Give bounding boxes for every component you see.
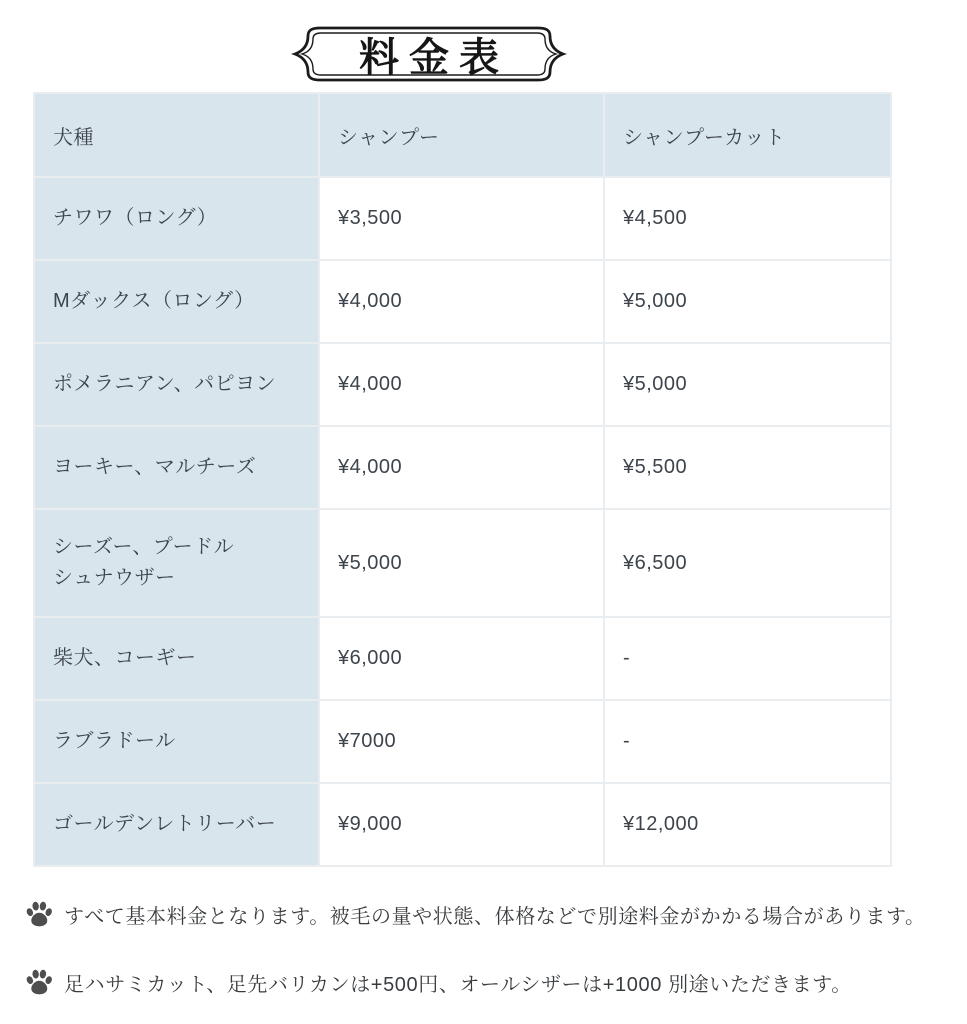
paw-icon bbox=[24, 968, 54, 996]
shampoo-cut-price-cell: ¥4,500 bbox=[604, 177, 891, 260]
price-title-plaque bbox=[290, 24, 568, 84]
table-header-row bbox=[34, 93, 891, 177]
table-row bbox=[34, 177, 891, 260]
breed-label: Mダックス（ロング） bbox=[53, 290, 255, 312]
shampoo-price-cell: ¥6,000 bbox=[319, 617, 604, 700]
shampoo-cut-price-cell: ¥6,500 bbox=[604, 509, 891, 617]
shampoo-price-cell: ¥4,000 bbox=[319, 343, 604, 426]
breed-label-line2: シュナウザー bbox=[53, 567, 176, 589]
shampoo-cut-price-cell: - bbox=[604, 617, 891, 700]
table-row bbox=[34, 783, 891, 866]
shampoo-cut-price-cell: ¥5,000 bbox=[604, 260, 891, 343]
breed-cell bbox=[34, 617, 319, 700]
table-row bbox=[34, 700, 891, 783]
shampoo-cut-price-cell: ¥12,000 bbox=[604, 783, 891, 866]
breed-label: チワワ（ロング） bbox=[53, 207, 218, 229]
table-row bbox=[34, 509, 891, 617]
page-title: 料金表 bbox=[359, 35, 509, 80]
shampoo-price-cell: ¥3,500 bbox=[319, 177, 604, 260]
breed-label: ヨーキー、マルチーズ bbox=[53, 456, 257, 478]
note-text: 足ハサミカット、足先バリカンは+500円、オールシザーは+1000 別途いただきます。 bbox=[64, 973, 852, 996]
table-row bbox=[34, 343, 891, 426]
col-header-shampoo: シャンプー bbox=[319, 93, 604, 177]
breed-cell bbox=[34, 700, 319, 783]
price-table bbox=[33, 92, 892, 867]
breed-cell bbox=[34, 177, 319, 260]
breed-label: ポメラニアン、パピヨン bbox=[53, 373, 277, 395]
shampoo-price-cell: ¥7000 bbox=[319, 700, 604, 783]
shampoo-cut-price-cell: ¥5,000 bbox=[604, 343, 891, 426]
paw-icon bbox=[24, 900, 54, 928]
note-item bbox=[24, 964, 960, 1000]
note-item bbox=[24, 896, 960, 932]
shampoo-cut-price-cell: ¥5,500 bbox=[604, 426, 891, 509]
col-header-breed: 犬種 bbox=[34, 93, 319, 177]
shampoo-price-cell: ¥9,000 bbox=[319, 783, 604, 866]
shampoo-price-cell: ¥5,000 bbox=[319, 509, 604, 617]
col-header-shampoo-cut: シャンプーカット bbox=[604, 93, 891, 177]
note-text: すべて基本料金となります。被毛の量や状態、体格などで別途料金がかかる場合があります。 bbox=[64, 905, 926, 928]
table-row bbox=[34, 426, 891, 509]
breed-cell bbox=[34, 426, 319, 509]
breed-label: ラブラドール bbox=[53, 730, 176, 752]
breed-cell bbox=[34, 260, 319, 343]
breed-label: シーズー、プードル bbox=[53, 536, 235, 558]
shampoo-price-cell: ¥4,000 bbox=[319, 260, 604, 343]
table-row bbox=[34, 260, 891, 343]
breed-label: 柴犬、コーギー bbox=[53, 647, 197, 669]
breed-cell bbox=[34, 343, 319, 426]
shampoo-price-cell: ¥4,000 bbox=[319, 426, 604, 509]
shampoo-cut-price-cell: - bbox=[604, 700, 891, 783]
breed-cell bbox=[34, 783, 319, 866]
breed-label: ゴールデンレトリーバー bbox=[53, 813, 277, 835]
breed-cell bbox=[34, 509, 319, 617]
table-row bbox=[34, 617, 891, 700]
footnotes bbox=[24, 896, 960, 1000]
